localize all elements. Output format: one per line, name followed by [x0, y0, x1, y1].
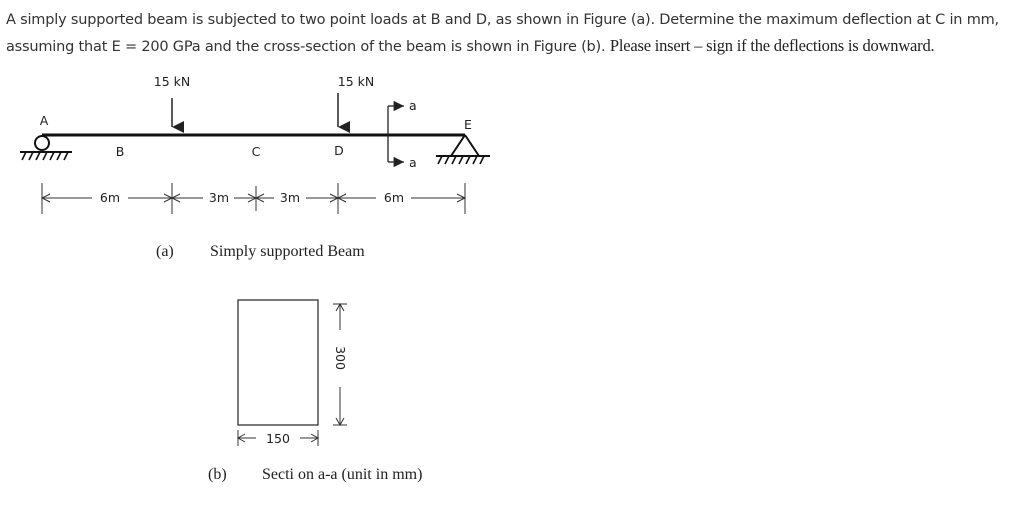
load-label-d: 15 kN — [337, 74, 375, 89]
dimension-ab: 6m — [99, 190, 121, 205]
roller-support-icon — [20, 136, 72, 160]
dimension-cd: 3m — [279, 190, 301, 205]
dimension-bc: 3m — [208, 190, 230, 205]
section-mark-bottom: a — [409, 155, 417, 170]
figure-a-label: (a) — [156, 243, 174, 260]
figure-b — [208, 300, 422, 483]
figure-b-caption: Secti on a-a (unit in mm) — [262, 466, 423, 483]
section-height-label: 300 — [333, 346, 348, 370]
point-label-d: D — [334, 143, 344, 158]
figure-b-label: (b) — [208, 466, 227, 483]
point-label-c: C — [251, 144, 261, 159]
pin-support-icon — [436, 135, 490, 164]
section-mark-top: a — [409, 98, 417, 113]
cross-section-rectangle — [238, 300, 318, 425]
point-label-e: E — [464, 117, 472, 132]
question-part1: A simply supported beam is subjected to two point loads at B and D, as shown in Figure (a). Determine the maximum deflection at C in mm, assuming that E = 200 GPa and the cross-section of the beam is shown in Figure (b). — [6, 12, 999, 55]
point-label-a: A — [39, 113, 49, 128]
dimension-de: 6m — [383, 190, 405, 205]
load-label-b: 15 kN — [153, 74, 191, 89]
figure-a-caption: Simply supported Beam — [210, 243, 365, 260]
point-label-b: B — [115, 144, 125, 159]
question-part2: Please insert – sign if the deflections is downward. — [609, 36, 935, 55]
section-width-label: 150 — [266, 431, 290, 446]
figure-a — [20, 74, 490, 260]
